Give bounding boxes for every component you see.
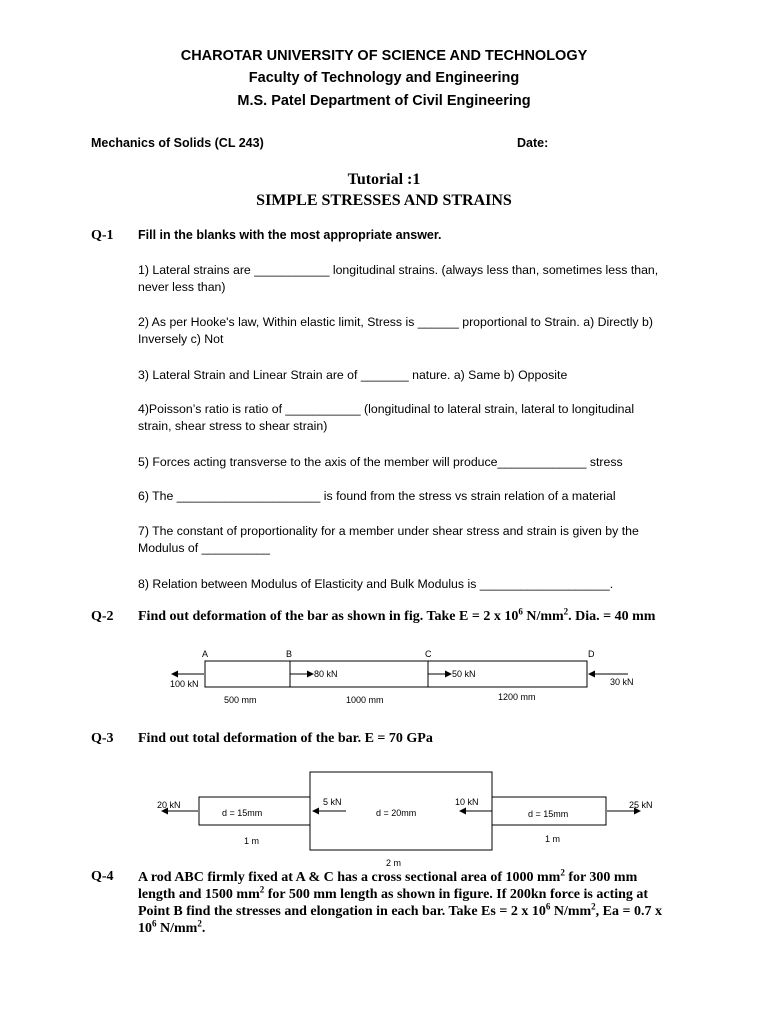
faculty-name: Faculty of Technology and Engineering bbox=[248, 70, 520, 86]
q1-item-5: 5) Forces acting transverse to the axis of the member will produce_____________ stress bbox=[138, 455, 623, 469]
q1-item-8: 8) Relation between Modulus of Elasticity and Bulk Modulus is ___________________. bbox=[138, 577, 614, 591]
q1-item-7: 7) The constant of proportionality for a member under shear stress and strain is given by the Modulus of __________ bbox=[138, 524, 639, 555]
q2-force-d-label: 30 kN bbox=[610, 677, 634, 687]
q1-item-1: 1) Lateral strains are ___________ longitudinal strains. (always less than, sometimes less than, never less than) bbox=[138, 263, 659, 294]
q2-length-ab: 500 mm bbox=[224, 695, 257, 705]
tutorial-number: Tutorial :1 bbox=[347, 171, 421, 188]
q2-bar-figure bbox=[160, 645, 640, 710]
date-label: Date: bbox=[517, 136, 549, 150]
q2-point-c: C bbox=[425, 649, 432, 659]
q3-text: Find out total deformation of the bar. E = 70 GPa bbox=[138, 731, 433, 746]
department-name: M.S. Patel Department of Civil Engineering bbox=[237, 93, 531, 109]
q2-point-b: B bbox=[286, 649, 293, 659]
q3-diameter-left: d = 15mm bbox=[222, 808, 263, 818]
q1-label: Q-1 bbox=[91, 228, 114, 243]
q2-force-a-label: 100 kN bbox=[170, 679, 199, 689]
q3-force-5kn-label: 5 kN bbox=[323, 797, 342, 807]
q3-force-10kn-label: 10 kN bbox=[455, 797, 479, 807]
q4-text: A rod ABC firmly fixed at A & C has a cross sectional area of 1000 $mm^2$ for 300 mm length and 1500 $mm^2$ for 500 mm length as shown in figure. If 200kn force is acting at Point B find the stresses and elongation in each bar. Take Es = 2 x $10^6$ $N/mm^2$, Ea = 0.7 x $10^6$ $N/mm^2$. bbox=[138, 867, 662, 936]
q2-bar bbox=[205, 661, 587, 687]
q3-length-right: 1 m bbox=[545, 834, 561, 844]
q1-item-3: 3) Lateral Strain and Linear Strain are of _______ nature. a) Same b) Opposite bbox=[138, 368, 568, 382]
q3-diameter-middle: d = 20mm bbox=[376, 808, 417, 818]
q2-force-b-label: 80 kN bbox=[314, 669, 338, 679]
q2-point-d: D bbox=[588, 649, 595, 659]
q2-force-c-label: 50 kN bbox=[452, 669, 476, 679]
q2-point-a: A bbox=[202, 649, 209, 659]
tutorial-title: SIMPLE STRESSES AND STRAINS bbox=[256, 192, 512, 209]
q3-diameter-right: d = 15mm bbox=[528, 809, 569, 819]
q1-item-4: 4)Poisson’s ratio is ratio of ___________ (longitudinal to lateral strain, lateral to longitudinal strain, shear stress to shear strain) bbox=[138, 402, 635, 433]
q3-force-left-label: 20 kN bbox=[157, 800, 181, 810]
q2-length-bc: 1000 mm bbox=[346, 695, 384, 705]
q2-text: Find out deformation of the bar as shown in fig. Take E = 2 x $10^6$ $N/mm^2$. Dia. = 40 mm bbox=[138, 606, 656, 624]
q1-item-6: 6) The _____________________ is found from the stress vs strain relation of a material bbox=[138, 489, 616, 503]
q2-length-cd: 1200 mm bbox=[498, 692, 536, 702]
q3-length-middle: 2 m bbox=[386, 858, 402, 868]
q4-label: Q-4 bbox=[91, 869, 114, 884]
university-name: CHAROTAR UNIVERSITY OF SCIENCE AND TECHNOLOGY bbox=[180, 48, 588, 64]
q2-label: Q-2 bbox=[91, 609, 114, 624]
q3-force-right-label: 25 kN bbox=[629, 800, 653, 810]
course-title: Mechanics of Solids (CL 243) bbox=[91, 136, 264, 150]
q3-label: Q-3 bbox=[91, 731, 114, 746]
q3-length-left: 1 m bbox=[244, 836, 260, 846]
q1-instruction: Fill in the blanks with the most appropriate answer. bbox=[138, 228, 442, 242]
q1-item-2: 2) As per Hooke's law, Within elastic limit, Stress is ______ proportional to Strain. a) Directly b) Inversely c) Not bbox=[138, 315, 653, 346]
q3-bar-figure bbox=[150, 768, 660, 870]
